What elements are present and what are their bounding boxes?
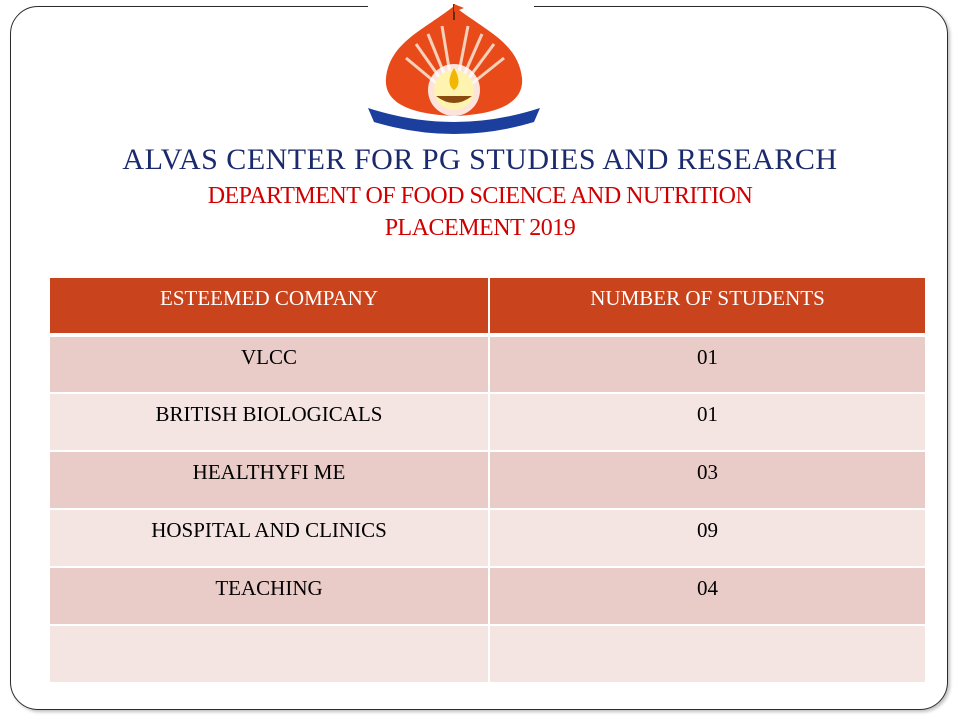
company-cell xyxy=(49,625,489,683)
students-cell: 01 xyxy=(489,335,926,393)
column-header-students: NUMBER OF STUDENTS xyxy=(489,277,926,335)
placement-year-title: PLACEMENT 2019 xyxy=(384,215,576,241)
table-row xyxy=(49,393,926,451)
company-cell: BRITISH BIOLOGICALS xyxy=(49,393,489,451)
students-cell xyxy=(489,625,926,683)
title-block xyxy=(0,140,960,244)
table-row xyxy=(49,451,926,509)
table-row xyxy=(49,509,926,567)
company-cell: HEALTHYFI ME xyxy=(49,451,489,509)
students-cell: 01 xyxy=(489,393,926,451)
company-cell: HOSPITAL AND CLINICS xyxy=(49,509,489,567)
column-header-company: ESTEEMED COMPANY xyxy=(49,277,489,335)
company-cell: TEACHING xyxy=(49,567,489,625)
college-logo xyxy=(364,0,544,136)
table-row xyxy=(49,567,926,625)
placement-table xyxy=(48,276,927,684)
table-header-row xyxy=(49,277,926,335)
department-title: DEPARTMENT OF FOOD SCIENCE AND NUTRITION xyxy=(207,183,753,209)
institution-title: ALVAS CENTER FOR PG STUDIES AND RESEARCH xyxy=(122,143,838,176)
company-cell: VLCC xyxy=(49,335,489,393)
students-cell: 04 xyxy=(489,567,926,625)
students-cell: 09 xyxy=(489,509,926,567)
table-row xyxy=(49,335,926,393)
students-cell: 03 xyxy=(489,451,926,509)
table-row xyxy=(49,625,926,683)
